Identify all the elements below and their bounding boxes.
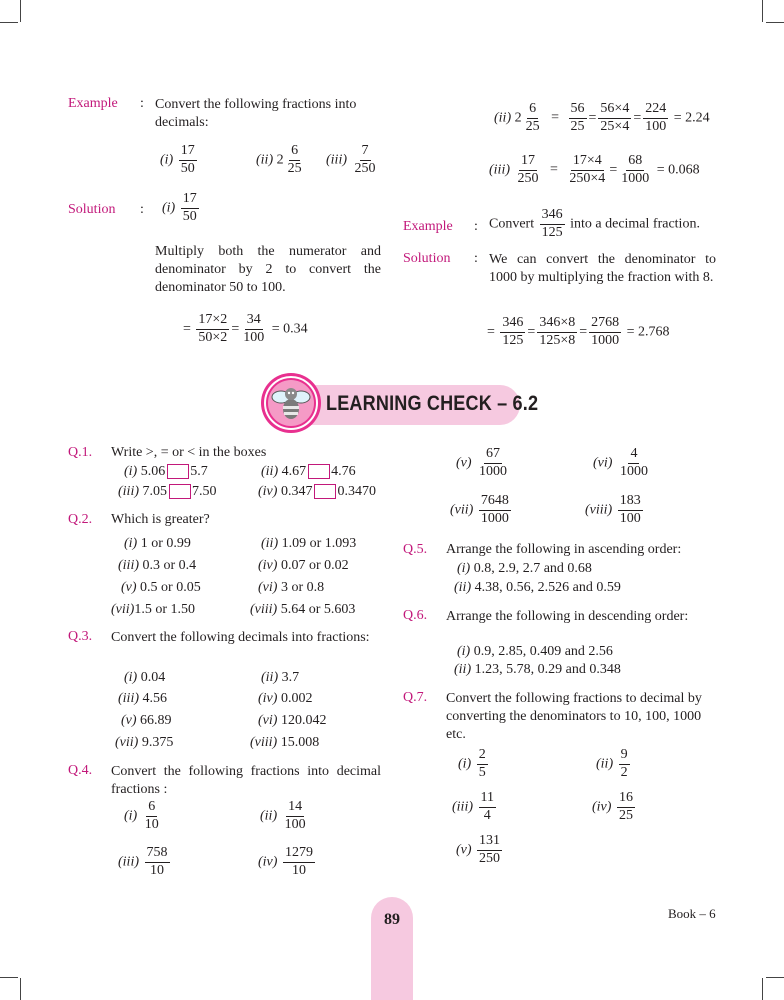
fraction: $\frac{346}{125}$ <box>541 207 563 240</box>
crop-mark <box>20 978 21 1000</box>
question-text: Write >, = or < in the boxes <box>111 445 267 460</box>
book-label: Book – 6 <box>668 906 716 921</box>
fraction: $\frac{11}{4}$ <box>480 790 494 823</box>
question-number: Q.4. <box>68 763 93 778</box>
page-number: 89 <box>384 911 400 928</box>
fraction: $\frac{7648}{1000}$ <box>480 493 509 526</box>
list-item: (iv) $\frac{16}{25}$ <box>592 790 633 823</box>
list-item: (i) 0.9, 2.85, 0.409 and 2.56 <box>457 644 613 659</box>
solution-label: Solution <box>403 251 451 266</box>
question-text: Arrange the following in ascending order: <box>446 542 682 557</box>
list-item: (iv) $\frac{1279}{10}$ <box>258 845 313 878</box>
list-item: (v) $\frac{131}{250}$ <box>456 833 501 866</box>
fraction: $\frac{17\times 4}{250\times 4}$ <box>569 153 606 186</box>
list-item: (vi) $\frac{4}{1000}$ <box>593 446 648 479</box>
fraction: $\frac{34}{100}$ <box>243 312 265 345</box>
question-number: Q.2. <box>68 512 93 527</box>
list-item: (ii) 1.09 or 1.093 <box>261 536 357 551</box>
fraction: $\frac{1279}{10}$ <box>284 845 313 878</box>
example-text: Convert $\frac{346}{125}$ into a decimal fraction. <box>489 207 700 240</box>
fraction: $\frac{17\times 2}{50\times 2}$ <box>198 312 228 345</box>
example-colon: : <box>474 219 478 234</box>
list-item: (ii) $\frac{9}{2}$ <box>596 747 628 780</box>
example-text: Convert the following fractions into decimals: <box>155 97 357 130</box>
crop-mark <box>0 22 18 23</box>
solution-equation: = $\frac{346}{125}$ = $\frac{346\times 8}{125\times 8}$ = $\frac{2768}{1000}$ = 2.768 <box>487 315 670 348</box>
list-item: (vi) 3 or 0.8 <box>258 580 325 595</box>
crop-mark <box>766 977 784 978</box>
fraction: $\frac{2768}{1000}$ <box>591 315 620 348</box>
solution-equation: = $\frac{17\times 2}{50\times 2}$ = $\frac{34}{100}$ = 0.34 <box>183 312 308 345</box>
example-label: Example <box>403 219 453 234</box>
crop-mark <box>20 0 21 22</box>
list-item: (vii) 9.375 <box>115 735 174 750</box>
fraction: $\frac{131}{250}$ <box>479 833 501 866</box>
solution-text: We can convert the denominator to 1000 by multiplying the fraction with 8. <box>489 252 716 285</box>
fraction: $\frac{56}{25}$ <box>570 101 585 134</box>
fraction: $\frac{16}{25}$ <box>618 790 633 823</box>
fraction: $\frac{9}{2}$ <box>620 747 628 780</box>
example-item-2: (ii) 2 $\frac{6}{25}$ <box>256 143 302 176</box>
fraction: $\frac{183}{100}$ <box>619 493 641 526</box>
example-colon: : <box>140 96 144 111</box>
fraction: $\frac{17}{50}$ <box>180 143 195 176</box>
list-item: (vii)1.5 or 1.50 <box>111 602 195 617</box>
question-text: Convert the following decimals into fractions: <box>111 630 370 645</box>
question-number: Q.5. <box>403 542 428 557</box>
solution-colon: : <box>474 251 478 266</box>
fraction: $\frac{17}{50}$ <box>182 191 197 224</box>
list-item: (ii) 4.38, 0.56, 2.526 and 0.59 <box>454 580 621 595</box>
list-item: (ii) 1.23, 5.78, 0.29 and 0.348 <box>454 662 621 677</box>
list-item: (v) 0.5 or 0.05 <box>121 580 201 595</box>
fraction: $\frac{2}{5}$ <box>478 747 486 780</box>
crop-mark <box>762 0 763 22</box>
list-item: (ii) 4.67 4.76 <box>261 464 356 479</box>
question-text: Arrange the following in descending order: <box>446 609 689 624</box>
question-text: Convert the following fractions into decimal fractions : <box>111 764 381 797</box>
crop-mark <box>762 978 763 1000</box>
answer-box[interactable] <box>314 484 336 499</box>
answer-box[interactable] <box>169 484 191 499</box>
fraction: $\frac{14}{100}$ <box>284 799 306 832</box>
list-item: (viii) $\frac{183}{100}$ <box>585 493 641 526</box>
bee-icon <box>260 372 322 434</box>
list-item: (iii) 0.3 or 0.4 <box>118 558 197 573</box>
fraction: $\frac{67}{1000}$ <box>479 446 508 479</box>
list-item: (viii) 5.64 or 5.603 <box>250 602 356 617</box>
solution-colon: : <box>140 202 144 217</box>
question-text: Convert the following fractions to decimal by converting the denominators to 10, 100, 1000 etc. <box>446 691 702 742</box>
crop-mark <box>766 22 784 23</box>
list-item: (i) 0.04 <box>124 670 166 685</box>
list-item: (iii) 7.05 7.50 <box>118 484 217 499</box>
example-item-1: (i) $\frac{17}{50}$ <box>160 143 195 176</box>
list-item: (i) $\frac{2}{5}$ <box>458 747 486 780</box>
fraction: $\frac{224}{100}$ <box>645 101 667 134</box>
list-item: (i) 5.06 5.7 <box>124 464 208 479</box>
list-item: (vi) 120.042 <box>258 713 327 728</box>
question-number: Q.3. <box>68 629 93 644</box>
fraction: $\frac{346\times 8}{125\times 8}$ <box>539 315 576 348</box>
list-item: (v) $\frac{67}{1000}$ <box>456 446 508 479</box>
question-number: Q.1. <box>68 445 93 460</box>
list-item: (viii) 15.008 <box>250 735 320 750</box>
list-item: (iv) 0.002 <box>258 691 313 706</box>
list-item: (iii) $\frac{11}{4}$ <box>452 790 494 823</box>
solution-part-ii: (ii) 2 $\frac{6}{25}$ = $\frac{56}{25}$ = $\frac{56\times 4}{25\times 4}$ = $\frac{224}{100}$ = 2.24 <box>494 101 710 134</box>
solution-part-i: (i) $\frac{17}{50}$ <box>162 191 197 224</box>
crop-mark <box>0 977 18 978</box>
fraction: $\frac{6}{10}$ <box>144 799 159 832</box>
solution-text: Multiply both the numerator and denominator by 2 to convert the denominator 50 to 100. <box>155 244 381 295</box>
list-item: (ii) 3.7 <box>261 670 300 685</box>
question-number: Q.6. <box>403 608 428 623</box>
answer-box[interactable] <box>308 464 330 479</box>
example-label: Example <box>68 96 118 111</box>
learning-check-title: LEARNING CHECK – 6.2 <box>326 392 539 415</box>
fraction: $\frac{6}{25}$ <box>525 101 540 134</box>
fraction: $\frac{6}{25}$ <box>287 143 302 176</box>
example-item-3: (iii) $\frac{7}{250}$ <box>326 143 376 176</box>
list-item: (i) $\frac{6}{10}$ <box>124 799 159 832</box>
fraction: $\frac{346}{125}$ <box>502 315 524 348</box>
fraction: $\frac{758}{10}$ <box>146 845 168 878</box>
list-item: (iii) $\frac{758}{10}$ <box>118 845 168 878</box>
fraction: $\frac{68}{1000}$ <box>621 153 650 186</box>
fraction: $\frac{17}{250}$ <box>517 153 539 186</box>
solution-part-iii: (iii) $\frac{17}{250}$ = $\frac{17\times 4}{250\times 4}$ = $\frac{68}{1000}$ = 0.068 <box>489 153 700 186</box>
list-item: (ii) $\frac{14}{100}$ <box>260 799 306 832</box>
list-item: (iv) 0.07 or 0.02 <box>258 558 349 573</box>
list-item: (i) 0.8, 2.9, 2.7 and 0.68 <box>457 561 592 576</box>
fraction: $\frac{56\times 4}{25\times 4}$ <box>600 101 630 134</box>
answer-box[interactable] <box>167 464 189 479</box>
solution-label: Solution <box>68 202 116 217</box>
list-item: (iv) 0.347 0.3470 <box>258 484 376 499</box>
list-item: (v) 66.89 <box>121 713 172 728</box>
question-text: Which is greater? <box>111 512 210 527</box>
question-number: Q.7. <box>403 690 428 705</box>
fraction: $\frac{4}{1000}$ <box>619 446 648 479</box>
list-item: (vii) $\frac{7648}{1000}$ <box>450 493 509 526</box>
list-item: (iii) 4.56 <box>118 691 167 706</box>
fraction: $\frac{7}{250}$ <box>354 143 376 176</box>
list-item: (i) 1 or 0.99 <box>124 536 191 551</box>
